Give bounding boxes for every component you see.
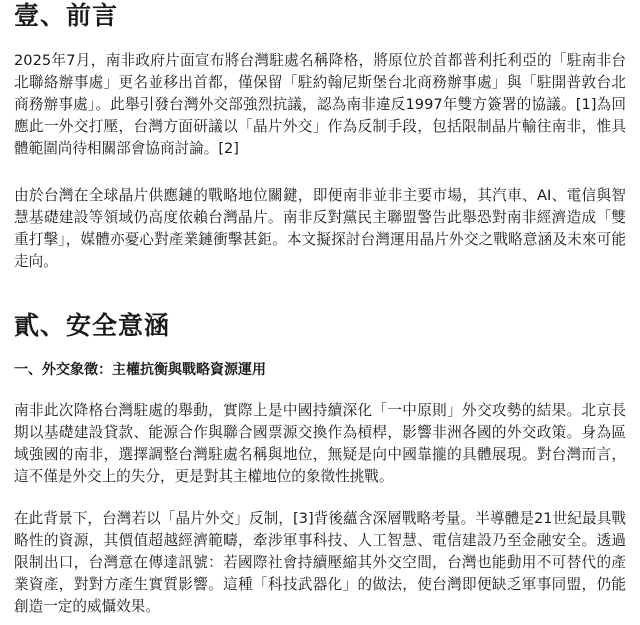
section-heading-introduction: 壹、前言 xyxy=(14,1,119,30)
section-heading-security: 貳、安全意涵 xyxy=(14,311,171,340)
security-paragraph-2: 在此背景下，台灣若以「晶片外交」反制，[3]背後蘊含深層戰略考量。半導體是21世紀最具戰略性的資源，其價值超越經濟範疇，牽涉軍事科技、人工智慧、電信建設乃至金融安全。透過限制出口，台灣意在傳達訊號：若國際社會持續壓縮其外交空間，台灣也能動用不可替代的產業資產，對對方產生實質影響。這種「科技武器化」的做法，使台灣即便缺乏軍事同盟，仍能創造一定的威懾效果。 xyxy=(14,510,626,615)
subsection-heading-diplomatic-symbol: 一、外交象徵：主權抗衡與戰略資源運用 xyxy=(14,362,266,378)
intro-paragraph-2: 由於台灣在全球晶片供應鏈的戰略地位關鍵，即便南非並非主要市場，其汽車、AI、電信與智慧基礎建設等領域仍高度依賴台灣晶片。南非反對黨民主聯盟警告此舉恐對南非經濟造成「雙重打擊」，媒體亦憂心對產業鏈衝擊甚鉅。本文擬探討台灣運用晶片外交之戰略意涵及未來可能走向。 xyxy=(14,187,626,270)
intro-paragraph-1: 2025年7月，南非政府片面宣布將台灣駐處名稱降格，將原位於首都普利托利亞的「駐南非台北聯絡辦事處」更名並移出首都，僅保留「駐約翰尼斯堡台北商務辦事處」與「駐開普敦台北商務辦事處」。此舉引發台灣外交部強烈抗議，認為南非違反1997年雙方簽署的協議。[1]為回應此一外交打壓，台灣方面研議以「晶片外交」作為反制手段，包括限制晶片輸往南非，惟具體範圍尚待相關部會協商討論。[2] xyxy=(14,52,626,157)
security-paragraph-1: 南非此次降格台灣駐處的舉動，實際上是中國持續深化「一中原則」外交攻勢的結果。北京長期以基礎建設貸款、能源合作與聯合國票源交換作為槓桿，影響非洲各國的外交政策。身為區域強國的南非，選擇調整台灣駐處名稱與地位，無疑是向中國靠攏的具體展現。對台灣而言，這不僅是外交上的失分，更是對其主權地位的象徵性挑戰。 xyxy=(14,402,626,485)
